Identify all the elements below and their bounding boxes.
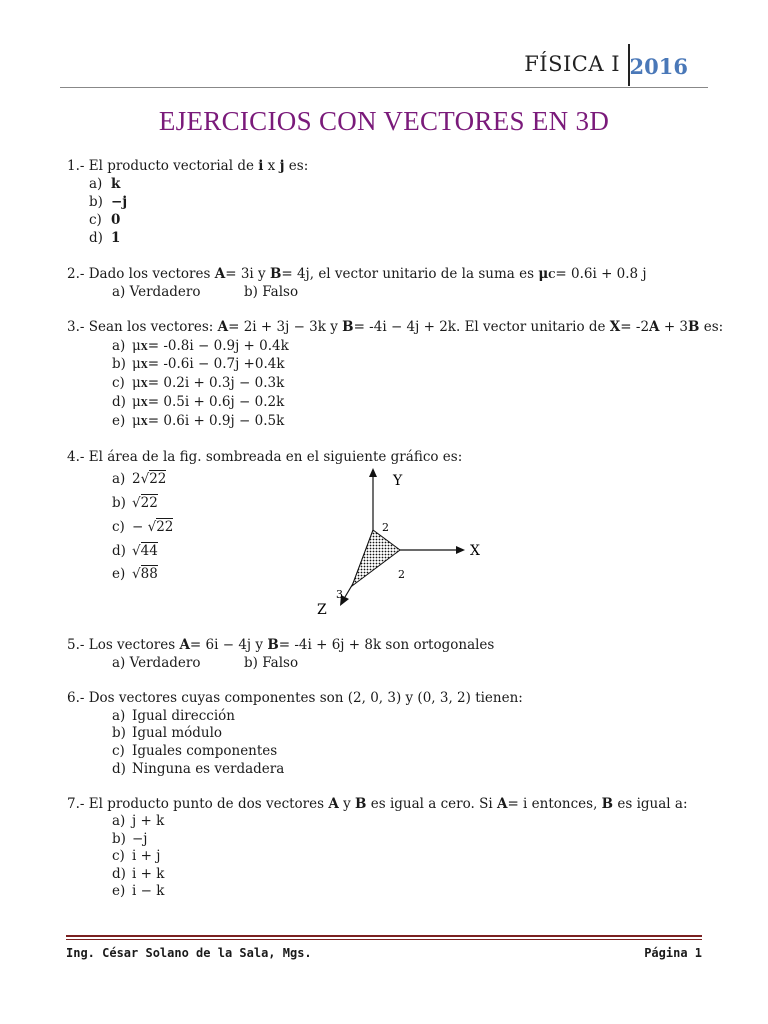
option-value: Igual módulo <box>132 725 223 741</box>
option-value: 0 <box>111 212 121 228</box>
sqrt-symbol: √ <box>132 566 141 582</box>
option-value: i + j <box>132 848 161 864</box>
q4-option-b <box>112 494 158 512</box>
q7-option-c <box>112 847 160 865</box>
q3-text: = 2i + 3j − 3k y <box>228 319 343 335</box>
option-label: c) <box>89 212 102 228</box>
sqrt-symbol: √ <box>140 471 150 487</box>
z-intercept-label: 3 <box>336 588 343 601</box>
header-rule <box>60 87 708 88</box>
q5-option-b: b) Falso <box>244 655 299 671</box>
option-value: = 0.6i + 0.9j − 0.5k <box>147 413 285 429</box>
option-label: a) <box>89 176 103 192</box>
shaded-triangle <box>352 530 400 586</box>
header-year: 2016 <box>629 54 688 79</box>
option-value: −j <box>111 194 128 210</box>
mu-symbol: μ <box>132 413 141 429</box>
radicand: 22 <box>156 519 174 535</box>
option-label: a) <box>112 813 126 829</box>
question-7 <box>67 795 688 813</box>
option-label: b) <box>112 356 126 372</box>
z-axis-label: Z <box>317 602 327 618</box>
q4-option-a <box>112 470 166 488</box>
axes-figure <box>300 460 500 620</box>
q7-option-d <box>112 865 164 883</box>
q7-text: es igual a: <box>613 796 688 812</box>
q3-text: es: <box>699 319 724 335</box>
q6-option-d <box>112 760 284 778</box>
option-value: i − k <box>132 883 165 899</box>
q2-option-a: a) Verdadero <box>112 284 201 300</box>
mu-symbol: μ <box>132 338 141 354</box>
q2-text: 2.- Dado los vectores <box>67 266 215 282</box>
mu-symbol: μ <box>132 356 141 372</box>
vector-a: A <box>496 796 508 812</box>
radicand: 22 <box>140 495 158 511</box>
mu-symbol: μ <box>538 266 549 282</box>
page-header <box>60 44 708 88</box>
x-axis-label: X <box>470 543 480 559</box>
y-intercept-label: 2 <box>382 521 389 534</box>
q7-text: es igual a cero. Si <box>366 796 497 812</box>
vector-a: A <box>179 637 190 653</box>
q6-option-c <box>112 742 277 760</box>
option-label: c) <box>112 519 125 535</box>
vector-a: A <box>649 319 660 335</box>
option-value: 1 <box>111 230 121 246</box>
vector-b: B <box>267 637 279 653</box>
footer-author: Ing. César Solano de la Sala, Mgs. <box>66 946 312 960</box>
radicand: 88 <box>140 566 158 582</box>
q6-option-b <box>112 724 222 742</box>
q6-option-a <box>112 707 235 725</box>
option-label: d) <box>112 394 126 410</box>
option-label: b) <box>112 725 126 741</box>
q7-option-a <box>112 812 164 830</box>
q1-x: x <box>263 158 280 174</box>
option-label: e) <box>112 413 126 429</box>
q3-text: = -2 <box>620 319 650 335</box>
option-value: Igual dirección <box>132 708 235 724</box>
q5-text: = -4i + 6j + 8k son ortogonales <box>278 637 495 653</box>
mu-subscript: X <box>140 361 148 371</box>
q1-option-b <box>89 193 127 211</box>
y-axis-label: Y <box>393 473 403 489</box>
option-label: d) <box>89 230 103 246</box>
option-value: = -0.6i − 0.7j +0.4k <box>147 356 285 372</box>
option-label: a) <box>112 708 126 724</box>
question-5 <box>67 636 494 654</box>
q4-option-d <box>112 542 158 560</box>
vector-a: A <box>328 796 339 812</box>
radicand: 22 <box>149 471 167 487</box>
option-label: a) <box>112 338 126 354</box>
q7-option-b <box>112 830 148 848</box>
mu-subscript: X <box>140 418 148 428</box>
vector-b: B <box>342 319 354 335</box>
question-6: 6.- Dos vectores cuyas componentes son (2, 0, 3) y (0, 3, 2) tienen: <box>67 690 523 706</box>
vector-b: B <box>269 266 282 282</box>
q7-option-e <box>112 882 164 900</box>
option-label: b) <box>112 831 126 847</box>
x-intercept-label: 2 <box>398 568 405 581</box>
q4-option-c <box>112 518 173 536</box>
q2-text: = 4j, el vector unitario de la suma es <box>281 266 539 282</box>
q3-option-e <box>112 412 284 432</box>
q3-text: + 3 <box>659 319 689 335</box>
q3-option-c <box>112 374 284 394</box>
option-label: e) <box>112 883 126 899</box>
question-1 <box>67 157 308 175</box>
q1-option-a <box>89 175 120 193</box>
q3-option-d <box>112 393 284 413</box>
option-label: c) <box>112 743 125 759</box>
q2-option-b: b) Falso <box>244 284 299 300</box>
page-title: EJERCICIOS CON VECTORES EN 3D <box>158 106 610 136</box>
option-label: d) <box>112 761 126 777</box>
option-value: −j <box>132 831 148 847</box>
radicand: 44 <box>140 543 158 559</box>
header-subject: FÍSICA I <box>524 52 620 76</box>
q1-option-d <box>89 229 120 247</box>
vector-a: A <box>217 319 229 335</box>
option-label: c) <box>112 848 125 864</box>
q3-text: 3.- Sean los vectores: <box>67 319 218 335</box>
option-value: Iguales componentes <box>132 743 278 759</box>
footer-rule <box>66 935 702 937</box>
option-value: k <box>111 176 121 192</box>
option-value: = 0.5i + 0.6j − 0.2k <box>147 394 285 410</box>
option-value: = 0.2i + 0.3j − 0.3k <box>147 375 285 391</box>
option-label: d) <box>112 543 126 559</box>
q7-text: = i entonces, <box>507 796 602 812</box>
option-prefix: 2 <box>132 471 141 487</box>
mu-subscript: X <box>140 380 148 390</box>
option-value: = -0.8i − 0.9j + 0.4k <box>147 338 289 354</box>
option-label: d) <box>112 866 126 882</box>
mu-symbol: μ <box>132 375 141 391</box>
mu-subscript: C <box>548 271 556 281</box>
x-arrow-icon <box>456 546 465 554</box>
q2-text: = 3i y <box>225 266 270 282</box>
option-label: b) <box>112 495 126 511</box>
q7-text: y <box>338 796 356 812</box>
mu-subscript: X <box>140 343 148 353</box>
q3-text: = -4i − 4j + 2k. El vector unitario de <box>353 319 610 335</box>
vector-x: X <box>609 319 621 335</box>
q1-j: j <box>279 158 285 174</box>
vector-b: B <box>601 796 614 812</box>
vector-b: B <box>688 319 700 335</box>
q3-option-a <box>112 337 289 357</box>
q5-text: = 6i − 4j y <box>189 637 268 653</box>
question-2 <box>67 265 647 285</box>
question-3 <box>67 318 723 336</box>
option-value: i + k <box>132 866 165 882</box>
mu-subscript: X <box>140 399 148 409</box>
q7-text: 7.- El producto punto de dos vectores <box>67 796 329 812</box>
sqrt-symbol: √ <box>147 519 157 535</box>
y-arrow-icon <box>369 468 377 477</box>
q1-i: i <box>258 158 264 174</box>
option-value: j + k <box>132 813 165 829</box>
option-value: Ninguna es verdadera <box>132 761 285 777</box>
q2-text: = 0.6i + 0.8 j <box>555 266 647 282</box>
footer-page-number: Página 1 <box>644 946 702 960</box>
vector-b: B <box>355 796 367 812</box>
option-label: c) <box>112 375 125 391</box>
q1-text: 1.- El producto vectorial de <box>67 158 259 174</box>
sqrt-symbol: √ <box>132 495 141 511</box>
footer-rule-thin <box>66 939 702 940</box>
option-label: a) <box>112 471 126 487</box>
q4-option-e <box>112 565 158 583</box>
mu-symbol: μ <box>132 394 141 410</box>
q1-tail: es: <box>284 158 309 174</box>
vector-a: A <box>214 266 226 282</box>
option-label: e) <box>112 566 126 582</box>
q1-option-c <box>89 211 120 229</box>
q5-option-a: a) Verdadero <box>112 655 201 671</box>
option-prefix: − <box>132 519 148 535</box>
question-4: 4.- El área de la fig. sombreada en el siguiente gráfico es: <box>67 449 463 465</box>
option-label: b) <box>89 194 103 210</box>
q5-text: 5.- Los vectores <box>67 637 180 653</box>
sqrt-symbol: √ <box>132 543 141 559</box>
q3-option-b <box>112 355 285 375</box>
